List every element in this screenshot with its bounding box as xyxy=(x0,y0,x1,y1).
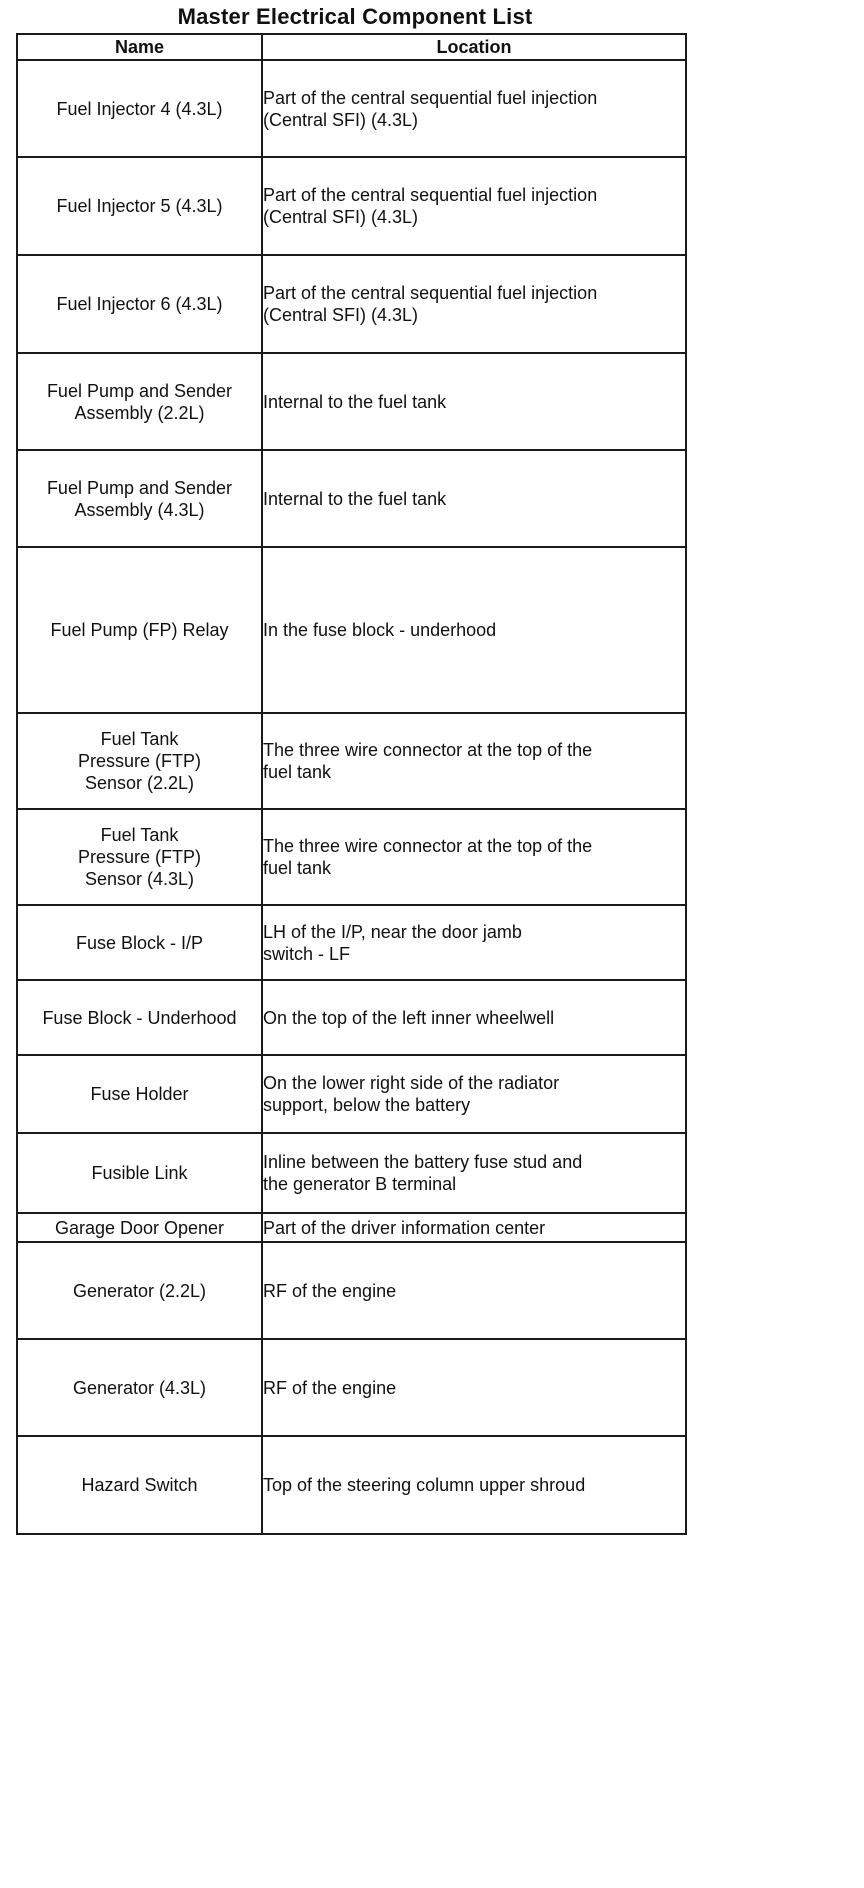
component-name: Fusible Link xyxy=(91,1163,188,1183)
component-location: RF of the engine xyxy=(263,1377,397,1398)
table-row xyxy=(17,255,686,353)
component-location-cell xyxy=(262,255,686,353)
component-location: In the fuse block - underhood xyxy=(263,620,497,640)
component-location-cell xyxy=(262,1339,686,1436)
component-location-cell xyxy=(262,1436,686,1534)
component-name: Fuse Block - I/P xyxy=(75,932,204,953)
table-row xyxy=(17,157,686,255)
component-location-cell xyxy=(262,980,686,1055)
component-location: Part of the central sequential fuel injection (Central SFI) (4.3L) xyxy=(263,185,598,227)
table-row xyxy=(17,905,686,980)
name-column-header: Name xyxy=(17,34,262,60)
component-location: Inline between the battery fuse stud and the generator B terminal xyxy=(263,1152,583,1194)
component-location: On the top of the left inner wheelwell xyxy=(263,1007,555,1028)
component-name-cell xyxy=(17,1133,262,1213)
component-name: Fuel Injector 6 (4.3L) xyxy=(56,294,223,314)
table-row xyxy=(17,1213,686,1242)
component-name: Generator (2.2L) xyxy=(72,1280,207,1301)
component-name: Fuel Injector 4 (4.3L) xyxy=(56,98,223,119)
table-row xyxy=(17,713,686,809)
table-row xyxy=(17,353,686,450)
component-name-cell xyxy=(17,1242,262,1339)
component-location-cell xyxy=(262,157,686,255)
component-name: Generator (4.3L) xyxy=(72,1377,207,1398)
component-location-cell xyxy=(262,60,686,157)
component-location: Part of the central sequential fuel injection (Central SFI) (4.3L) xyxy=(263,283,598,325)
component-name-cell xyxy=(17,1213,262,1242)
table-row xyxy=(17,1436,686,1534)
component-name: Fuse Block - Underhood xyxy=(42,1007,237,1028)
component-name-cell xyxy=(17,60,262,157)
component-name-cell xyxy=(17,353,262,450)
component-name-cell xyxy=(17,905,262,980)
component-name: Garage Door Opener xyxy=(54,1217,225,1238)
component-location: Part of the driver information center xyxy=(263,1217,546,1238)
component-name: Fuel Pump and Sender Assembly (4.3L) xyxy=(46,477,233,520)
component-location: LH of the I/P, near the door jamb switch - LF xyxy=(263,921,522,964)
component-name: Fuel Pump (FP) Relay xyxy=(50,620,229,640)
table-row xyxy=(17,980,686,1055)
component-name-cell xyxy=(17,809,262,905)
component-location-cell xyxy=(262,1242,686,1339)
table-row xyxy=(17,60,686,157)
table-row xyxy=(17,809,686,905)
component-name-cell xyxy=(17,450,262,547)
table-row xyxy=(17,1339,686,1436)
component-name: Fuel Pump and Sender Assembly (2.2L) xyxy=(46,380,233,423)
component-location-cell xyxy=(262,1213,686,1242)
component-name: Hazard Switch xyxy=(81,1475,198,1495)
component-location: Internal to the fuel tank xyxy=(263,488,447,509)
component-name-cell xyxy=(17,980,262,1055)
component-location: Internal to the fuel tank xyxy=(263,391,447,412)
component-location-cell xyxy=(262,713,686,809)
table-row xyxy=(17,1242,686,1339)
component-table xyxy=(16,33,687,1535)
table-row xyxy=(17,1133,686,1213)
component-name: Fuel Injector 5 (4.3L) xyxy=(56,196,223,216)
component-name-cell xyxy=(17,713,262,809)
component-location-cell xyxy=(262,1055,686,1133)
component-name-cell xyxy=(17,1055,262,1133)
component-location-cell xyxy=(262,353,686,450)
component-name-cell xyxy=(17,157,262,255)
table-row xyxy=(17,1055,686,1133)
component-location: Top of the steering column upper shroud xyxy=(263,1475,586,1495)
table-header-row xyxy=(17,34,686,60)
component-location: RF of the engine xyxy=(263,1280,397,1301)
component-name-cell xyxy=(17,255,262,353)
component-name: Fuel Tank Pressure (FTP) Sensor (4.3L) xyxy=(77,825,201,889)
component-name-cell xyxy=(17,1339,262,1436)
component-name-cell xyxy=(17,1436,262,1534)
component-location-cell xyxy=(262,547,686,713)
location-column-header: Location xyxy=(262,34,686,60)
component-name: Fuel Tank Pressure (FTP) Sensor (2.2L) xyxy=(77,729,201,793)
table-row xyxy=(17,547,686,713)
component-name: Fuse Holder xyxy=(90,1084,189,1104)
page-title: Master Electrical Component List xyxy=(177,4,533,29)
component-location: On the lower right side of the radiator support, below the battery xyxy=(263,1073,560,1115)
component-location: The three wire connector at the top of the fuel tank xyxy=(263,836,593,878)
component-location-cell xyxy=(262,450,686,547)
component-location-cell xyxy=(262,809,686,905)
component-location-cell xyxy=(262,1133,686,1213)
component-location-cell xyxy=(262,905,686,980)
component-location: Part of the central sequential fuel injection (Central SFI) (4.3L) xyxy=(263,87,598,130)
component-name-cell xyxy=(17,547,262,713)
component-location: The three wire connector at the top of the fuel tank xyxy=(263,740,593,782)
table-row xyxy=(17,450,686,547)
